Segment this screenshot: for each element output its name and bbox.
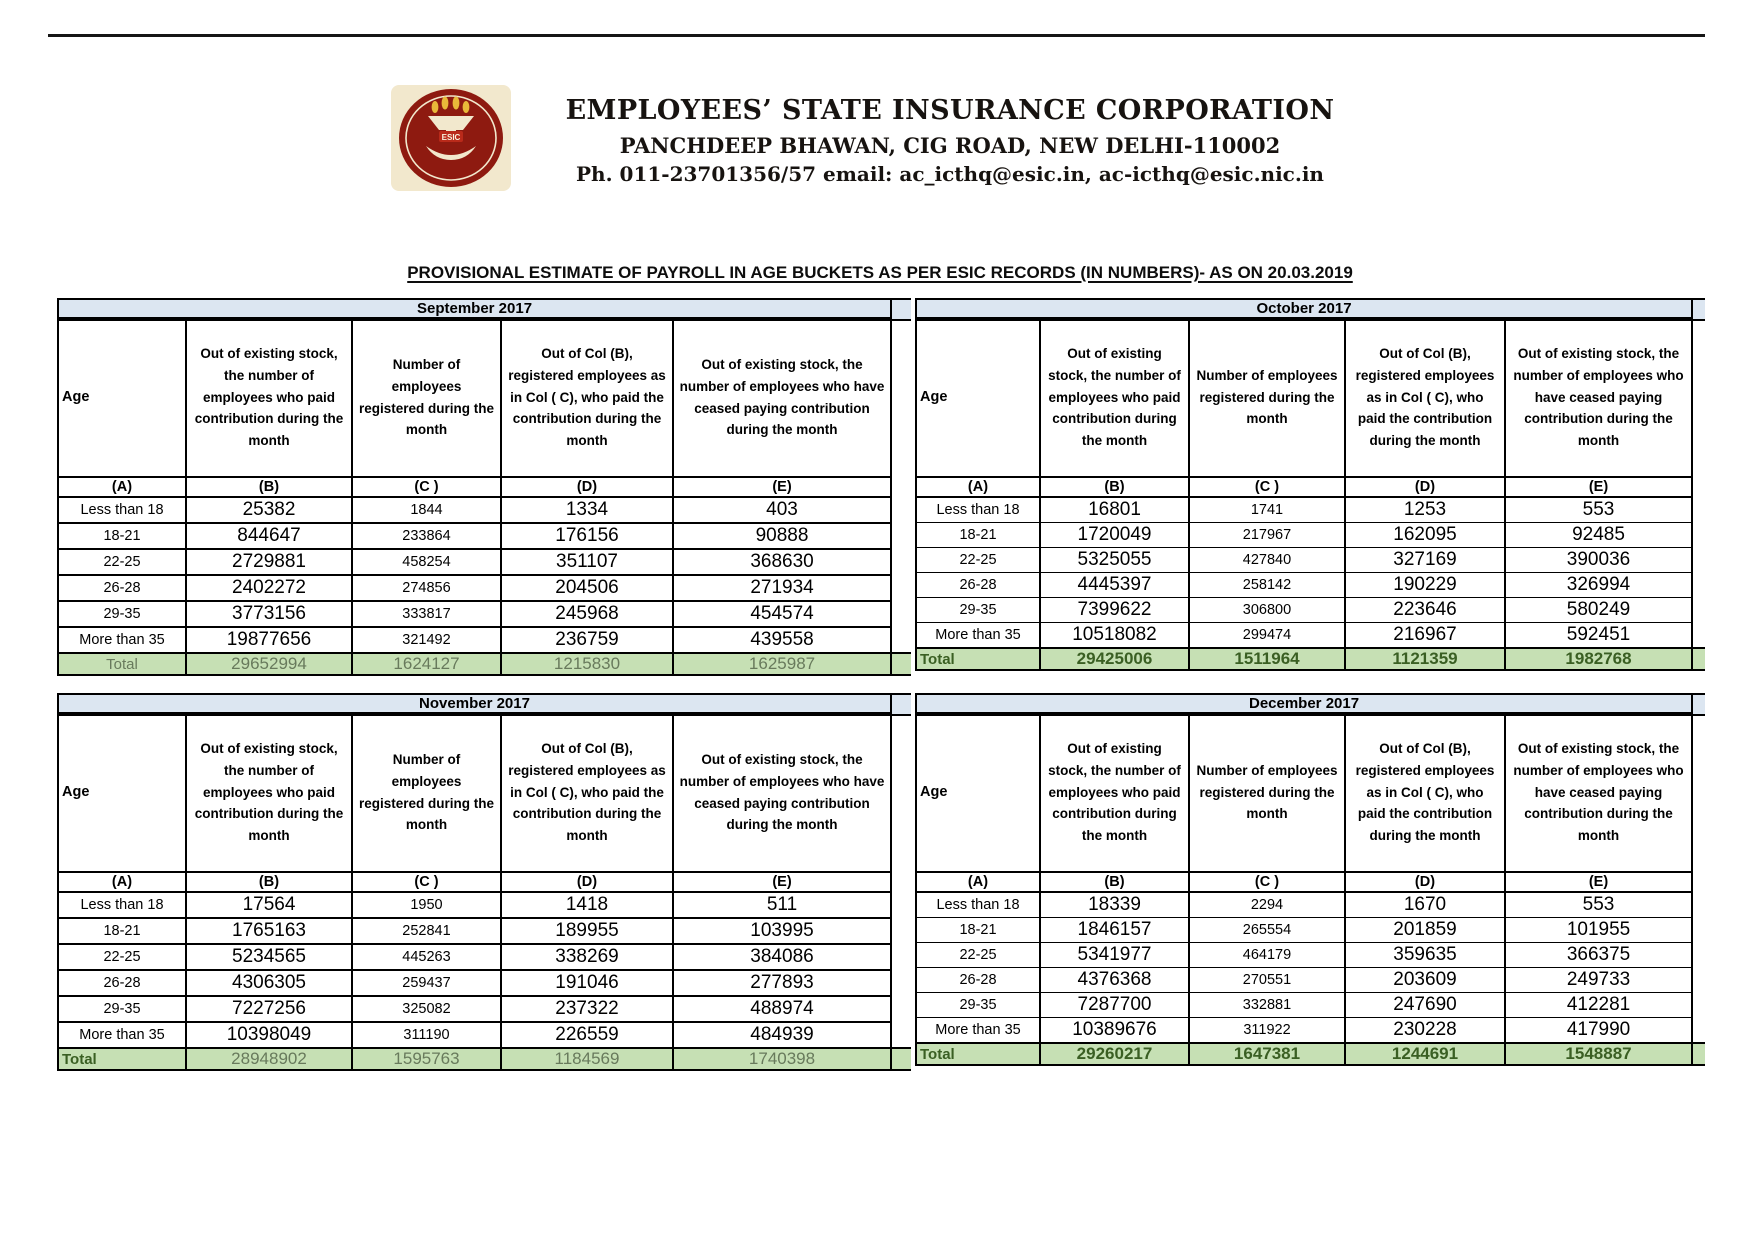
logo-esic-text: ESIC (441, 133, 461, 142)
table-row (916, 573, 1692, 598)
column-letter-row (58, 477, 891, 497)
column-header-row (916, 318, 1692, 477)
table-row (916, 943, 1692, 968)
value-e-cell: 326994 (1505, 573, 1692, 598)
month-header-row (916, 694, 1692, 713)
col-header-d: Out of Col (B), registered employees as in Col ( C), who paid the contribution during the month (501, 318, 673, 477)
age-cell: 18-21 (916, 523, 1040, 548)
col-header-age: Age (916, 713, 1040, 872)
month-header-row (58, 694, 891, 713)
col-letter-c: (C ) (1189, 477, 1345, 497)
col-letter-e: (E) (673, 477, 891, 497)
value-b-cell: 7227256 (186, 996, 352, 1022)
value-b-cell: 10518082 (1040, 623, 1189, 649)
value-b-cell: 4376368 (1040, 968, 1189, 993)
col-header-d: Out of Col (B), registered employees as in Col ( C), who paid the contribution during the month (1345, 713, 1505, 872)
value-d-cell: 201859 (1345, 918, 1505, 943)
value-e-cell: 439558 (673, 627, 891, 653)
value-c-cell: 333817 (352, 601, 501, 627)
month-title: December 2017 (916, 694, 1692, 713)
value-c-cell: 332881 (1189, 993, 1345, 1018)
age-cell: More than 35 (58, 627, 186, 653)
column-letter-row (916, 872, 1692, 892)
col-header-e: Out of existing stock, the number of employees who have ceased paying contribution during the month (673, 318, 891, 477)
total-row (58, 1048, 891, 1070)
col-header-age: Age (58, 318, 186, 477)
table-body (916, 892, 1692, 1065)
value-d-cell: 190229 (1345, 573, 1505, 598)
age-cell: 29-35 (916, 598, 1040, 623)
col-header-c: Number of employees registered during the month (352, 318, 501, 477)
col-letter-c: (C ) (352, 872, 501, 892)
col-letter-a: (A) (916, 477, 1040, 497)
value-e-cell: 488974 (673, 996, 891, 1022)
value-e-cell: 249733 (1505, 968, 1692, 993)
value-e-cell: 101955 (1505, 918, 1692, 943)
org-address: PANCHDEEP BHAWAN, CIG ROAD, NEW DELHI-110002 (619, 132, 1281, 158)
value-d-cell: 226559 (501, 1022, 673, 1048)
age-cell: 22-25 (58, 549, 186, 575)
value-e-cell: 403 (673, 497, 891, 523)
value-c-cell: 306800 (1189, 598, 1345, 623)
value-e-cell: 454574 (673, 601, 891, 627)
value-e-cell: 553 (1505, 497, 1692, 523)
col-letter-b: (B) (1040, 477, 1189, 497)
table-row (916, 892, 1692, 918)
value-c-cell: 217967 (1189, 523, 1345, 548)
value-b-cell: 2402272 (186, 575, 352, 601)
value-c-cell: 311190 (352, 1022, 501, 1048)
age-cell: 26-28 (916, 573, 1040, 598)
value-d-cell: 230228 (1345, 1018, 1505, 1044)
value-c-cell: 458254 (352, 549, 501, 575)
value-d-cell: 1334 (501, 497, 673, 523)
value-e-cell: 484939 (673, 1022, 891, 1048)
value-e-cell: 90888 (673, 523, 891, 549)
table-row (916, 548, 1692, 573)
table-body (58, 892, 891, 1070)
value-d-cell: 223646 (1345, 598, 1505, 623)
age-cell: 22-25 (916, 548, 1040, 573)
total-b-cell: 29260217 (1040, 1043, 1189, 1065)
month-table (915, 693, 1693, 1066)
value-e-cell: 592451 (1505, 623, 1692, 649)
value-d-cell: 203609 (1345, 968, 1505, 993)
table-row (916, 968, 1692, 993)
value-b-cell: 25382 (186, 497, 352, 523)
table-row (58, 918, 891, 944)
value-b-cell: 10389676 (1040, 1018, 1189, 1044)
age-cell: 26-28 (58, 970, 186, 996)
value-b-cell: 18339 (1040, 892, 1189, 918)
table-row (916, 598, 1692, 623)
esic-logo (390, 84, 512, 192)
age-cell: More than 35 (58, 1022, 186, 1048)
value-b-cell: 7287700 (1040, 993, 1189, 1018)
table-row (916, 918, 1692, 943)
value-b-cell: 5325055 (1040, 548, 1189, 573)
value-d-cell: 189955 (501, 918, 673, 944)
value-b-cell: 4445397 (1040, 573, 1189, 598)
value-d-cell: 1670 (1345, 892, 1505, 918)
age-cell: 29-35 (58, 601, 186, 627)
value-e-cell: 580249 (1505, 598, 1692, 623)
value-d-cell: 338269 (501, 944, 673, 970)
col-header-b: Out of existing stock, the number of employees who paid contribution during the month (1040, 713, 1189, 872)
table-row (58, 575, 891, 601)
table-row (58, 1022, 891, 1048)
col-letter-e: (E) (673, 872, 891, 892)
value-b-cell: 16801 (1040, 497, 1189, 523)
col-header-c: Number of employees registered during the month (352, 713, 501, 872)
value-e-cell: 511 (673, 892, 891, 918)
age-cell: 18-21 (58, 523, 186, 549)
total-e-cell: 1982768 (1505, 648, 1692, 670)
col-header-e: Out of existing stock, the number of employees who have ceased paying contribution during the month (673, 713, 891, 872)
value-d-cell: 247690 (1345, 993, 1505, 1018)
value-e-cell: 271934 (673, 575, 891, 601)
org-name: EMPLOYEES’ STATE INSURANCE CORPORATION (565, 95, 1335, 126)
table-row (58, 549, 891, 575)
value-b-cell: 4306305 (186, 970, 352, 996)
total-b-cell: 28948902 (186, 1048, 352, 1070)
value-b-cell: 2729881 (186, 549, 352, 575)
value-b-cell: 3773156 (186, 601, 352, 627)
total-e-cell: 1740398 (673, 1048, 891, 1070)
value-c-cell: 445263 (352, 944, 501, 970)
value-d-cell: 1253 (1345, 497, 1505, 523)
value-b-cell: 1765163 (186, 918, 352, 944)
value-c-cell: 270551 (1189, 968, 1345, 993)
table-row (916, 1018, 1692, 1044)
letterhead-text (505, 96, 1395, 185)
value-d-cell: 191046 (501, 970, 673, 996)
value-d-cell: 327169 (1345, 548, 1505, 573)
value-d-cell: 237322 (501, 996, 673, 1022)
total-label-cell: Total (916, 1043, 1040, 1065)
value-c-cell: 252841 (352, 918, 501, 944)
table-row (58, 970, 891, 996)
value-e-cell: 412281 (1505, 993, 1692, 1018)
value-e-cell: 417990 (1505, 1018, 1692, 1044)
value-c-cell: 274856 (352, 575, 501, 601)
col-header-b: Out of existing stock, the number of employees who paid contribution during the month (1040, 318, 1189, 477)
table-row (58, 627, 891, 653)
value-d-cell: 176156 (501, 523, 673, 549)
col-letter-a: (A) (58, 477, 186, 497)
table-row (916, 497, 1692, 523)
value-b-cell: 1720049 (1040, 523, 1189, 548)
value-c-cell: 427840 (1189, 548, 1345, 573)
col-header-e: Out of existing stock, the number of employees who have ceased paying contribution during the month (1505, 713, 1692, 872)
value-c-cell: 259437 (352, 970, 501, 996)
month-table-wrapper (57, 693, 892, 1071)
value-c-cell: 265554 (1189, 918, 1345, 943)
value-b-cell: 17564 (186, 892, 352, 918)
col-letter-b: (B) (186, 872, 352, 892)
col-header-b: Out of existing stock, the number of employees who paid contribution during the month (186, 713, 352, 872)
value-b-cell: 5341977 (1040, 943, 1189, 968)
month-title: November 2017 (58, 694, 891, 713)
column-header-row (58, 713, 891, 872)
top-rule (48, 34, 1705, 37)
value-b-cell: 5234565 (186, 944, 352, 970)
age-cell: 26-28 (58, 575, 186, 601)
col-letter-c: (C ) (1189, 872, 1345, 892)
total-d-cell: 1184569 (501, 1048, 673, 1070)
value-c-cell: 2294 (1189, 892, 1345, 918)
total-e-cell: 1625987 (673, 653, 891, 675)
value-c-cell: 1741 (1189, 497, 1345, 523)
col-header-e: Out of existing stock, the number of employees who have ceased paying contribution during the month (1505, 318, 1692, 477)
value-c-cell: 258142 (1189, 573, 1345, 598)
value-d-cell: 351107 (501, 549, 673, 575)
col-header-d: Out of Col (B), registered employees as in Col ( C), who paid the contribution during the month (1345, 318, 1505, 477)
value-b-cell: 19877656 (186, 627, 352, 653)
age-cell: More than 35 (916, 1018, 1040, 1044)
col-letter-d: (D) (501, 477, 673, 497)
value-e-cell: 390036 (1505, 548, 1692, 573)
col-letter-b: (B) (1040, 872, 1189, 892)
col-header-c: Number of employees registered during the month (1189, 713, 1345, 872)
value-e-cell: 92485 (1505, 523, 1692, 548)
col-header-d: Out of Col (B), registered employees as in Col ( C), who paid the contribution during the month (501, 713, 673, 872)
total-c-cell: 1624127 (352, 653, 501, 675)
col-letter-a: (A) (58, 872, 186, 892)
total-row (58, 653, 891, 675)
value-d-cell: 1418 (501, 892, 673, 918)
col-letter-d: (D) (501, 872, 673, 892)
col-letter-c: (C ) (352, 477, 501, 497)
age-cell: 22-25 (916, 943, 1040, 968)
value-b-cell: 10398049 (186, 1022, 352, 1048)
table-row (58, 996, 891, 1022)
month-table (57, 693, 892, 1071)
column-letter-row (58, 872, 891, 892)
total-label-cell: Total (58, 653, 186, 675)
total-e-cell: 1548887 (1505, 1043, 1692, 1065)
value-d-cell: 162095 (1345, 523, 1505, 548)
table-row (916, 523, 1692, 548)
total-b-cell: 29425006 (1040, 648, 1189, 670)
value-e-cell: 366375 (1505, 943, 1692, 968)
value-c-cell: 299474 (1189, 623, 1345, 649)
col-header-age: Age (58, 713, 186, 872)
document-title: PROVISIONAL ESTIMATE OF PAYROLL IN AGE BUCKETS AS PER ESIC RECORDS (IN NUMBERS)- AS ON 20.03.2019 (407, 263, 1353, 282)
column-letter-row (916, 477, 1692, 497)
column-header-row (916, 713, 1692, 872)
age-cell: Less than 18 (58, 497, 186, 523)
table-row (58, 892, 891, 918)
month-table-wrapper (915, 298, 1693, 671)
total-label-cell: Total (916, 648, 1040, 670)
total-label-cell: Total (58, 1048, 186, 1070)
table-body (58, 497, 891, 675)
age-cell: Less than 18 (58, 892, 186, 918)
value-d-cell: 245968 (501, 601, 673, 627)
value-c-cell: 321492 (352, 627, 501, 653)
total-c-cell: 1647381 (1189, 1043, 1345, 1065)
col-letter-d: (D) (1345, 872, 1505, 892)
month-table-wrapper (57, 298, 892, 676)
col-letter-b: (B) (186, 477, 352, 497)
value-d-cell: 359635 (1345, 943, 1505, 968)
total-row (916, 648, 1692, 670)
value-e-cell: 103995 (673, 918, 891, 944)
total-c-cell: 1511964 (1189, 648, 1345, 670)
value-b-cell: 844647 (186, 523, 352, 549)
age-cell: 18-21 (916, 918, 1040, 943)
value-b-cell: 7399622 (1040, 598, 1189, 623)
col-letter-d: (D) (1345, 477, 1505, 497)
table-row (58, 601, 891, 627)
org-contact: Ph. 011-23701356/57 email: ac_icthq@esic.in, ac-icthq@esic.nic.in (576, 161, 1324, 186)
value-c-cell: 233864 (352, 523, 501, 549)
table-row (58, 523, 891, 549)
age-cell: 26-28 (916, 968, 1040, 993)
value-e-cell: 384086 (673, 944, 891, 970)
col-header-age: Age (916, 318, 1040, 477)
month-header-row (58, 299, 891, 318)
age-cell: 18-21 (58, 918, 186, 944)
value-c-cell: 1950 (352, 892, 501, 918)
total-d-cell: 1244691 (1345, 1043, 1505, 1065)
value-b-cell: 1846157 (1040, 918, 1189, 943)
age-cell: 29-35 (916, 993, 1040, 1018)
month-header-row (916, 299, 1692, 318)
month-table (57, 298, 892, 676)
col-header-c: Number of employees registered during the month (1189, 318, 1345, 477)
value-e-cell: 368630 (673, 549, 891, 575)
age-cell: More than 35 (916, 623, 1040, 649)
total-row (916, 1043, 1692, 1065)
table-row (916, 993, 1692, 1018)
table-row (58, 497, 891, 523)
age-cell: Less than 18 (916, 497, 1040, 523)
value-d-cell: 236759 (501, 627, 673, 653)
value-c-cell: 311922 (1189, 1018, 1345, 1044)
value-d-cell: 216967 (1345, 623, 1505, 649)
month-table-wrapper (915, 693, 1693, 1066)
column-header-row (58, 318, 891, 477)
total-b-cell: 29652994 (186, 653, 352, 675)
total-d-cell: 1215830 (501, 653, 673, 675)
value-c-cell: 464179 (1189, 943, 1345, 968)
total-c-cell: 1595763 (352, 1048, 501, 1070)
value-c-cell: 1844 (352, 497, 501, 523)
table-row (916, 623, 1692, 649)
value-c-cell: 325082 (352, 996, 501, 1022)
month-title: September 2017 (58, 299, 891, 318)
value-e-cell: 553 (1505, 892, 1692, 918)
col-header-b: Out of existing stock, the number of employees who paid contribution during the month (186, 318, 352, 477)
col-letter-e: (E) (1505, 477, 1692, 497)
month-title: October 2017 (916, 299, 1692, 318)
value-e-cell: 277893 (673, 970, 891, 996)
month-table (915, 298, 1693, 671)
total-d-cell: 1121359 (1345, 648, 1505, 670)
col-letter-a: (A) (916, 872, 1040, 892)
age-cell: 22-25 (58, 944, 186, 970)
value-d-cell: 204506 (501, 575, 673, 601)
table-row (58, 944, 891, 970)
col-letter-e: (E) (1505, 872, 1692, 892)
table-body (916, 497, 1692, 670)
age-cell: Less than 18 (916, 892, 1040, 918)
age-cell: 29-35 (58, 996, 186, 1022)
